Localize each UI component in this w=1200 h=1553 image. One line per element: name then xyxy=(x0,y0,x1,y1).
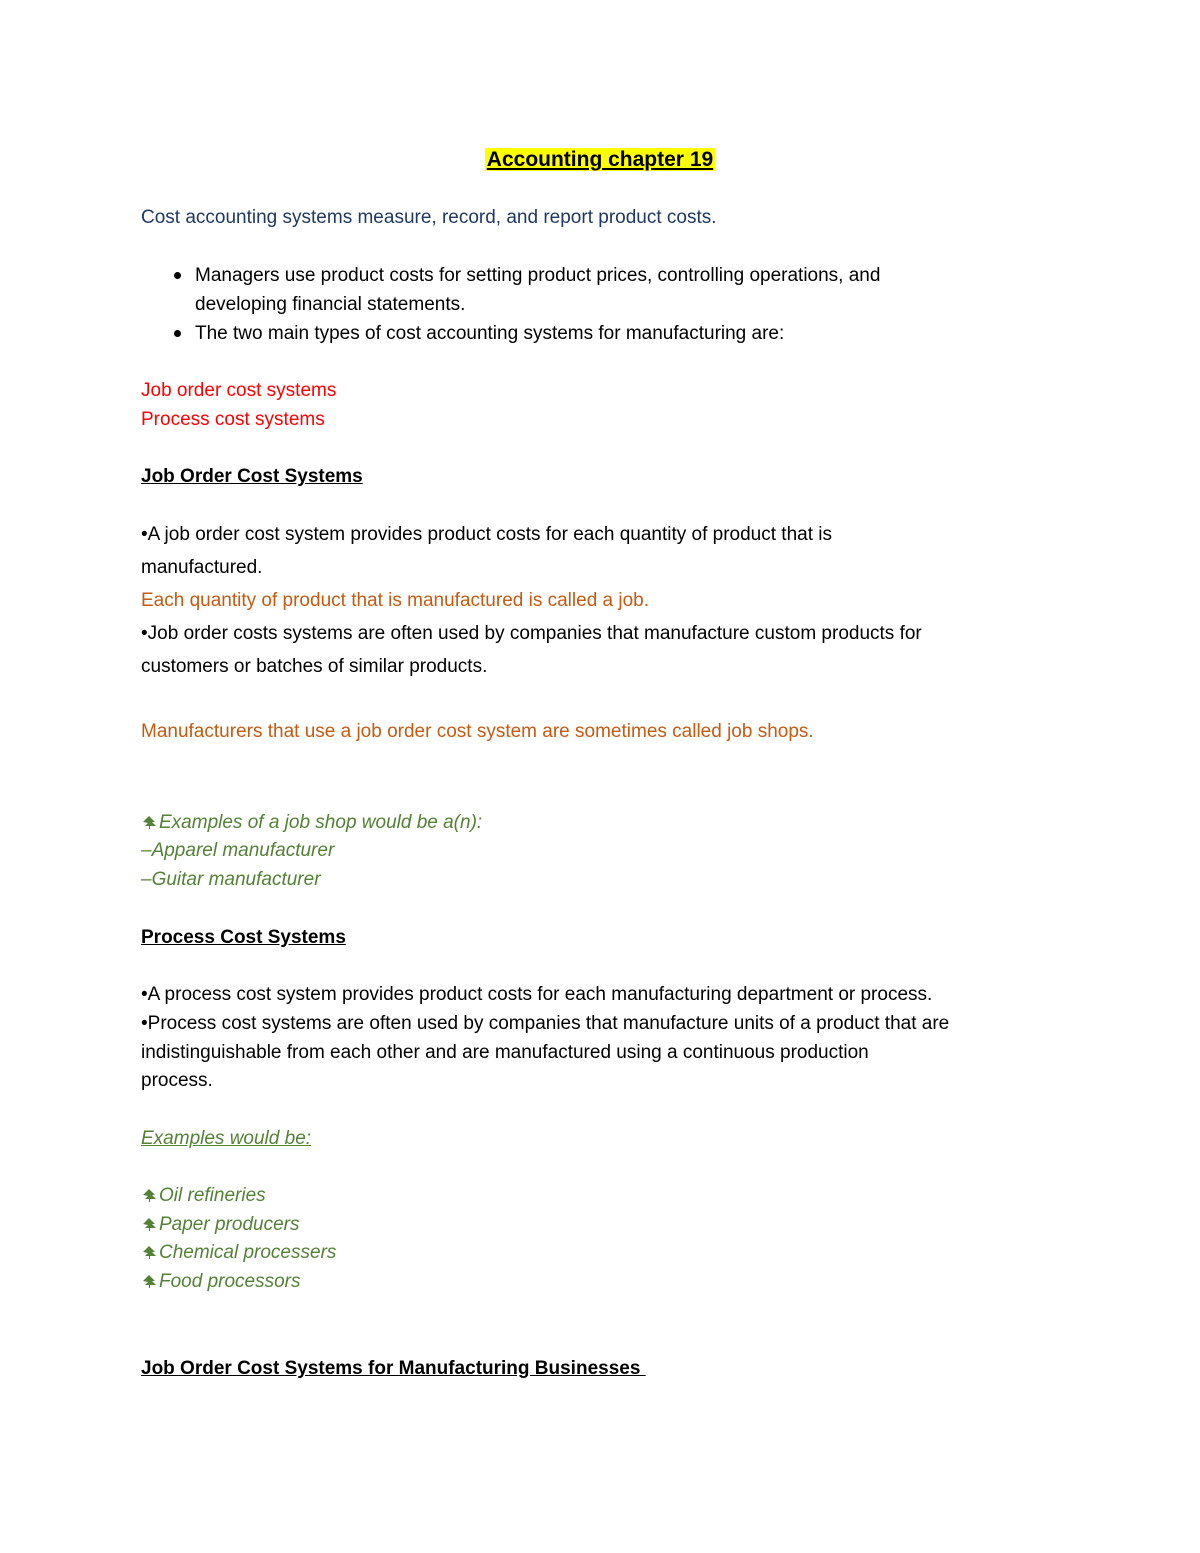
page-title: Accounting chapter 19 xyxy=(486,148,714,171)
process-example xyxy=(141,1268,301,1296)
job-shop-examples-intro xyxy=(141,809,482,837)
process-p2-line-1: •Process cost systems are often used by companies that manufacture units of a product that are xyxy=(141,1013,950,1034)
bullet-1-line-1: Managers use product costs for setting product prices, controlling operations, and xyxy=(195,265,881,286)
job-order-p2-line-2: customers or batches of similar products. xyxy=(141,656,488,677)
process-example-text: Food processors xyxy=(159,1271,301,1292)
job-order-p1-line-2: manufactured. xyxy=(141,557,263,578)
process-examples-intro: Examples would be: xyxy=(141,1128,312,1149)
process-example xyxy=(141,1211,299,1239)
process-p2-line-3: process. xyxy=(141,1070,213,1091)
process-p1: •A process cost system provides product costs for each manufacturing department or process. xyxy=(141,984,933,1005)
job-shop-example: –Guitar manufacturer xyxy=(141,869,321,890)
job-shop-example: –Apparel manufacturer xyxy=(141,840,335,861)
intro-text: Cost accounting systems measure, record, and report product costs. xyxy=(141,207,717,228)
job-order-p2-line-1: •Job order costs systems are often used by companies that manufacture custom products for xyxy=(141,623,922,644)
job-order-p1-line-1: •A job order cost system provides product costs for each quantity of product that is xyxy=(141,524,832,545)
process-p2-line-2: indistinguishable from each other and are manufactured using a continuous production xyxy=(141,1042,869,1063)
bullet-1-line-2: developing financial statements. xyxy=(195,294,466,315)
tree-icon xyxy=(141,815,158,829)
job-order-heading: Job Order Cost Systems xyxy=(141,466,363,487)
process-example xyxy=(141,1182,266,1210)
tree-icon xyxy=(141,1245,158,1259)
page-title-wrap xyxy=(0,145,1200,176)
process-example-text: Chemical processers xyxy=(159,1242,337,1263)
process-example-text: Oil refineries xyxy=(159,1185,266,1206)
bullet-2: The two main types of cost accounting systems for manufacturing are: xyxy=(195,323,785,344)
job-definition: Each quantity of product that is manufactured is called a job. xyxy=(141,590,650,611)
type-job-order: Job order cost systems xyxy=(141,380,337,401)
process-example-text: Paper producers xyxy=(159,1214,300,1235)
process-heading: Process Cost Systems xyxy=(141,927,346,948)
tree-icon xyxy=(141,1217,158,1231)
final-heading: Job Order Cost Systems for Manufacturing Businesses xyxy=(141,1358,646,1379)
bullet-dot xyxy=(174,330,181,337)
job-shops-note: Manufacturers that use a job order cost system are sometimes called job shops. xyxy=(141,721,814,742)
type-process: Process cost systems xyxy=(141,409,325,430)
bullet-dot xyxy=(174,272,181,279)
process-example xyxy=(141,1239,336,1267)
tree-icon xyxy=(141,1188,158,1202)
tree-icon xyxy=(141,1274,158,1288)
job-shop-examples-intro-text: Examples of a job shop would be a(n): xyxy=(159,812,483,833)
